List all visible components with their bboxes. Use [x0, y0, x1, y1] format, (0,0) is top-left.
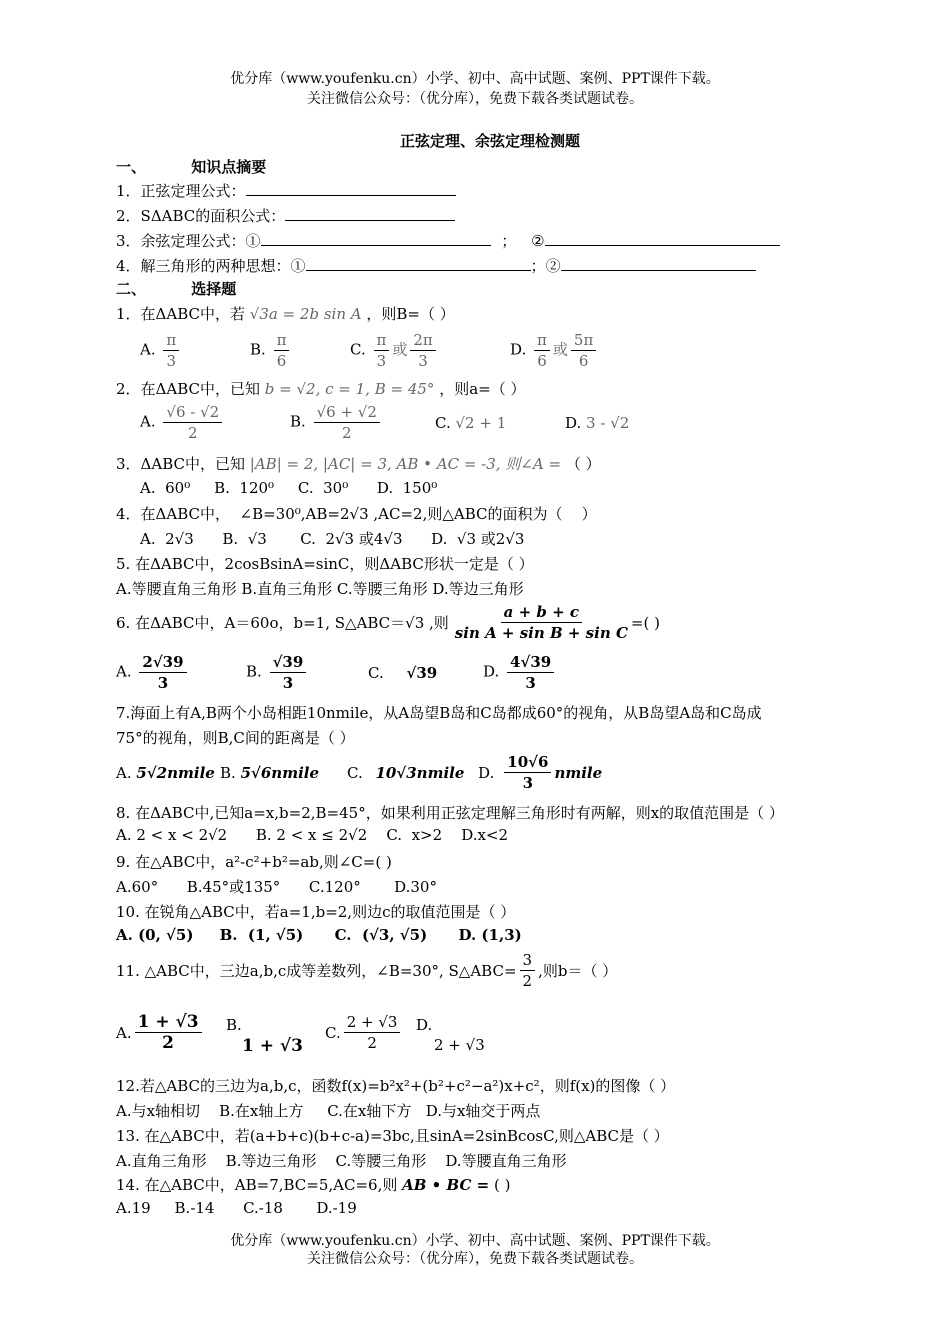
fraction — [507, 652, 554, 693]
blank-line — [545, 231, 780, 246]
option-label: A. — [116, 662, 132, 681]
fraction — [274, 330, 290, 371]
q14-tail: ( ) — [493, 1176, 511, 1194]
q3-tail: （ ） — [565, 455, 601, 473]
option-label: B. — [250, 340, 266, 359]
numerator: √39 — [270, 652, 307, 673]
option-value: 2 + √3 — [434, 1036, 485, 1054]
q5-options: A.等腰直角三角形 B.直角三角形 C.等腰三角形 D.等边三角形 — [116, 580, 524, 598]
semicolon: ； — [501, 232, 517, 250]
semicolon: ； — [530, 257, 546, 275]
q11-option-a — [116, 1012, 205, 1053]
denominator: 3 — [282, 674, 294, 692]
q11-tail: ,则b＝（ ） — [538, 962, 618, 980]
q2-option-c — [435, 414, 506, 432]
item-2 — [116, 205, 455, 226]
q11-option-c — [325, 1012, 403, 1053]
option-label: B. — [290, 412, 306, 431]
q6-stem: 6. 在ΔABC中，A＝60o，b=1, S△ABC＝√3 ,则 — [116, 614, 449, 632]
numerator: π — [274, 330, 290, 351]
numerator: 4√39 — [507, 652, 554, 673]
q6-option-c — [368, 664, 437, 682]
numerator: π — [374, 330, 390, 351]
option-value: 5√6nmile — [240, 764, 320, 782]
q1-equation: √3a = 2b sin A — [249, 305, 362, 323]
q4-options: A. 2√3 B. √3 C. 2√3 或4√3 D. √3 或2√3 — [140, 530, 525, 548]
fraction — [314, 402, 380, 443]
denominator: 3 — [525, 674, 536, 692]
option-label: B. — [246, 662, 262, 681]
q1-option-c — [350, 330, 439, 371]
numerator: 2 + √3 — [344, 1012, 401, 1033]
numerator: π — [163, 330, 179, 351]
q10-options: A. (0, √5) B. (1, √5) C. (√3, √5) D. (1,3) — [116, 926, 522, 944]
item-4-label: 4．解三角形的两种思想：① — [116, 257, 306, 275]
q2-equation: b = √2, c = 1, B = 45° — [264, 380, 435, 398]
section-1-title: 知识点摘要 — [191, 158, 267, 176]
numerator: 1 + √3 — [135, 1012, 202, 1033]
fraction — [163, 330, 179, 371]
item-1-label: 1．正弦定理公式： — [116, 182, 246, 200]
section-2-number: 二、 — [116, 280, 147, 298]
blank-line — [306, 256, 531, 271]
question-1 — [116, 303, 455, 324]
item-2-label: 2．SΔABC的面积公式： — [116, 207, 286, 225]
q1-tail: ，则B=（ ） — [366, 305, 455, 323]
option-label: D. — [478, 763, 495, 782]
fraction — [374, 330, 390, 371]
question-7-line-1: 7.海面上有A,B两个小岛相距10nmile，从A岛望B岛和C岛都成60°的视角，从B岛望A岛和C岛成 — [116, 704, 762, 722]
q6-option-d — [483, 652, 557, 693]
option-value: nmile — [554, 763, 603, 782]
footer-line-2: 关注微信公众号：（优分库），免费下载各类试题试卷。 — [307, 1251, 643, 1267]
option-label: A. — [140, 340, 156, 359]
option-label: C. — [350, 340, 366, 359]
blank-line — [561, 256, 756, 271]
section-2-heading — [116, 278, 236, 299]
option-value: 3 - √2 — [586, 414, 630, 432]
denominator: 3 — [522, 774, 534, 792]
question-12: 12.若△ABC的三边为a,b,c，函数f(x)=b²x²+(b²+c²−a²)x+c²，则f(x)的图像（ ） — [116, 1077, 676, 1095]
q6-tail: =( ) — [630, 613, 660, 632]
denominator: 6 — [276, 352, 287, 370]
option-label: A. — [140, 412, 156, 431]
circle-2: ② — [545, 257, 561, 275]
question-8: 8. 在ΔABC中,已知a=x,b=2,B=45°，如果利用正弦定理解三角形时有两解，则x的取值范围是（ ） — [116, 804, 784, 822]
section-2-title: 选择题 — [191, 280, 237, 298]
header-line-1: 优分库（www.youfenku.cn）小学、初中、高中试题、案例、PPT课件下载。 — [230, 71, 720, 87]
q9-options: A.60° B.45°或135° C.120° D.30° — [116, 878, 437, 896]
fraction — [534, 330, 550, 371]
header-line-2: 关注微信公众号：（优分库），免费下载各类试题试卷。 — [307, 91, 643, 107]
denominator: 3 — [157, 674, 169, 692]
fraction — [270, 652, 307, 693]
fraction — [504, 752, 551, 793]
q1-option-d — [510, 330, 599, 371]
question-13: 13. 在△ABC中，若(a+b+c)(b+c-a)=3bc,且sinA=2sinBcosC,则△ABC是（ ） — [116, 1127, 669, 1145]
q7-option-a — [116, 764, 215, 782]
question-4: 4．在ΔABC中， ∠B=30⁰,AB=2√3 ,AC=2,则△ABC的面积为（ ） — [116, 505, 597, 523]
q13-options: A.直角三角形 B.等边三角形 C.等腰三角形 D.等腰直角三角形 — [116, 1152, 567, 1170]
q2-option-a — [140, 402, 225, 443]
denominator: 2 — [188, 424, 198, 442]
denominator: 2 — [367, 1034, 377, 1052]
option-label: D. — [565, 414, 582, 432]
fraction — [139, 652, 186, 693]
fraction — [344, 1012, 401, 1053]
q2-option-b — [290, 402, 383, 443]
q11-stem: 11. △ABC中，三边a,b,c成等差数列，∠B=30°, S△ABC= — [116, 962, 517, 980]
denominator: 3 — [376, 352, 387, 370]
q2-stem: 2．在ΔABC中，已知 — [116, 380, 260, 398]
q1-option-a — [140, 330, 182, 371]
question-11 — [116, 950, 617, 991]
item-3-label: 3．余弦定理公式：① — [116, 232, 261, 250]
denominator: 2 — [341, 424, 352, 442]
item-1 — [116, 180, 456, 201]
denominator: 2 — [522, 972, 533, 990]
option-label: C. — [435, 414, 451, 432]
section-1-number: 一、 — [116, 158, 147, 176]
question-6 — [116, 602, 660, 643]
q7-option-c — [347, 764, 464, 782]
option-label: B. — [220, 764, 236, 782]
option-label: D. — [483, 662, 500, 681]
q1-option-b — [250, 330, 292, 371]
denominator: 6 — [578, 352, 589, 370]
footer-line-1: 优分库（www.youfenku.cn）小学、初中、高中试题、案例、PPT课件下载。 — [230, 1233, 720, 1249]
option-label: C. — [347, 764, 363, 782]
question-7-line-2: 75°的视角，则B,C间的距离是（ ） — [116, 729, 355, 747]
q11-option-d — [416, 1016, 485, 1054]
or-word: 或 — [392, 340, 408, 359]
option-label: D. — [510, 340, 527, 359]
numerator: √6 - √2 — [163, 402, 222, 423]
or-word: 或 — [552, 340, 568, 359]
item-4 — [116, 255, 756, 276]
q7-option-d — [478, 752, 602, 793]
fraction — [163, 402, 222, 443]
question-9: 9. 在△ABC中，a²-c²+b²=ab,则∠C=( ) — [116, 853, 392, 871]
section-1-heading — [116, 156, 266, 177]
q2-tail: ，则a=（ ） — [439, 380, 526, 398]
numerator: 3 — [520, 950, 536, 971]
question-5: 5. 在ΔABC中，2cosBsinA=sinC，则ΔABC形状一定是（ ） — [116, 555, 534, 573]
item-3 — [116, 230, 780, 251]
option-label: C. — [368, 664, 384, 682]
option-value: 5√2nmile — [136, 764, 215, 782]
option-label: A. — [116, 1023, 132, 1042]
q3-equation: |AB| = 2, |AC| = 3, AB • AC = -3, 则∠A = — [249, 455, 562, 473]
numerator: 10√6 — [504, 752, 551, 773]
denominator: 3 — [166, 352, 177, 370]
question-3 — [116, 453, 601, 474]
q8-options: A. 2 < x < 2√2 B. 2 < x ≤ 2√2 C. x>2 D.x<2 — [116, 826, 509, 844]
option-label: B. — [226, 1016, 242, 1034]
blank-line — [246, 181, 456, 196]
option-label: A. — [116, 764, 132, 782]
numerator: a + b + c — [501, 602, 582, 623]
question-14 — [116, 1174, 510, 1195]
numerator: 5π — [571, 330, 596, 351]
numerator: √6 + √2 — [314, 402, 380, 423]
option-value: 1 + √3 — [242, 1036, 303, 1056]
circle-2: ② — [531, 232, 545, 250]
option-value: 10√3nmile — [375, 764, 465, 782]
option-value: √2 + 1 — [455, 414, 507, 432]
option-label: D. — [416, 1016, 433, 1034]
q3-options: A. 60⁰ B. 120⁰ C. 30⁰ D. 150⁰ — [140, 479, 438, 497]
option-value: √39 — [406, 664, 438, 682]
denominator: 2 — [162, 1033, 174, 1053]
q14-equation: AB • BC = — [402, 1176, 490, 1194]
fraction — [571, 330, 596, 371]
q14-options: A.19 B.-14 C.-18 D.-19 — [116, 1199, 357, 1217]
denominator: sin A + sin B + sin C — [454, 624, 628, 642]
q11-option-b — [226, 1016, 303, 1056]
numerator: 2√39 — [139, 652, 186, 673]
fraction — [135, 1012, 202, 1053]
option-label: C. — [325, 1023, 341, 1042]
denominator: 3 — [418, 352, 428, 370]
numerator: π — [534, 330, 550, 351]
blank-line — [261, 231, 491, 246]
page-title: 正弦定理、余弦定理检测题 — [399, 132, 580, 150]
q7-option-b — [220, 764, 319, 782]
q12-options: A.与x轴相切 B.在x轴上方 C.在x轴下方 D.与x轴交于两点 — [116, 1102, 541, 1120]
q2-option-d — [565, 414, 629, 432]
q3-stem: 3．ΔABC中，已知 — [116, 455, 245, 473]
numerator: 2π — [410, 330, 435, 351]
q1-stem: 1．在ΔABC中，若 — [116, 305, 245, 323]
fraction — [410, 330, 435, 371]
q6-option-a — [116, 652, 190, 693]
question-2 — [116, 378, 526, 399]
fraction — [520, 950, 536, 991]
blank-line — [285, 206, 455, 221]
q6-option-b — [246, 652, 309, 693]
question-10: 10. 在锐角△ABC中，若a=1,b=2,则边c的取值范围是（ ） — [116, 903, 516, 921]
q14-stem: 14. 在△ABC中，AB=7,BC=5,AC=6,则 — [116, 1176, 398, 1194]
denominator: 6 — [537, 352, 547, 370]
fraction — [455, 602, 628, 643]
